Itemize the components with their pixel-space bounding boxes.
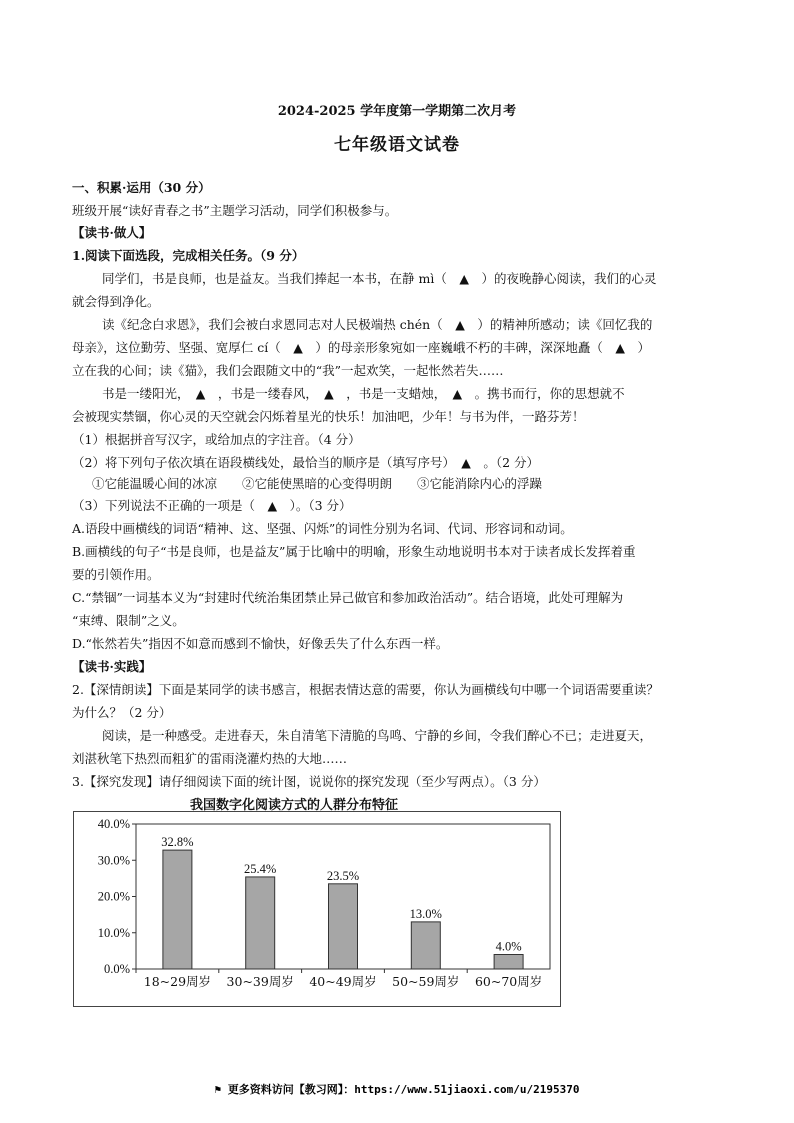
sentence-options: ①它能温暖心间的冰凉 ②它能使黑暗的心变得明朗 ③它能消除内心的浮躁 <box>92 476 543 491</box>
y-tick-label: 10.0% <box>97 925 130 940</box>
bar <box>163 850 192 969</box>
data-label: 25.4% <box>244 861 277 876</box>
exam-title: 2024-2025 学年度第一学期第二次月考 <box>277 104 517 119</box>
question-2-cont: 为什么？（2 分） <box>72 705 172 720</box>
passage-line: 读《纪念白求恩》，我们会被白求恩同志对人民极端热 chén（ ▲ ）的精神所感动；读《回忆我的 <box>102 317 653 332</box>
footer-link[interactable] <box>0 1081 794 1097</box>
reading-quote: 阅读，是一种感受。走进春天，朱自清笔下清脆的鸟鸣、宁静的乡间，令我们醉心不已；走进夏天， <box>102 728 653 743</box>
option-c-cont: “束缚、限制”之义。 <box>72 613 185 628</box>
subsection-heading-practice: 【读书·实践】 <box>72 659 152 674</box>
chart-title: 我国数字化阅读方式的人群分布特征 <box>190 798 399 813</box>
bar-chart <box>73 811 561 1007</box>
x-tick-label: 18~29周岁 <box>143 974 212 989</box>
bar <box>246 877 275 969</box>
option-d: D.“怅然若失”指因不如意而感到不愉快，好像丢失了什么东西一样。 <box>72 636 449 651</box>
flag-icon: ⚑ <box>214 1083 228 1096</box>
intro-text: 班级开展“读好青春之书”主题学习活动，同学们积极参与。 <box>72 203 398 218</box>
passage-line: 母亲》，这位勤劳、坚强、宽厚仁 cí（ ▲ ）的母亲形象宛如一座巍峨不朽的丰碑，深深地矗（ ▲ ） <box>72 340 650 355</box>
x-tick-label: 30~39周岁 <box>226 974 294 989</box>
paper-title: 七年级语文试卷 <box>334 135 460 155</box>
passage-line: 立在我的心间；读《猫》，我们会跟随文中的“我”一起欢笑，一起怅然若失…… <box>72 363 504 378</box>
x-tick-label: 60~70周岁 <box>474 974 543 989</box>
question-2: 2.【深情朗读】下面是某同学的读书感言，根据表情达意的需要，你认为画横线句中哪一个词语需要重读？ <box>72 682 659 697</box>
data-label: 23.5% <box>326 868 360 883</box>
y-tick-label: 0.0% <box>103 962 130 976</box>
sub-question-2: （2）将下列句子依次填在语段横线处，最恰当的顺序是（填写序号） ▲ 。（2 分） <box>72 455 539 470</box>
footer-text: 更多资料访问【教习网】：https://www.51jiaoxi.com/u/2195370 <box>227 1083 580 1096</box>
passage-line: 会被现实禁锢，你心灵的天空就会闪烁着星光的快乐！加油吧，少年！与书为伴，一路芬芳！ <box>72 409 585 424</box>
y-tick-label: 40.0% <box>97 817 130 831</box>
x-tick-label: 40~49周岁 <box>309 974 377 989</box>
reading-quote-cont: 刘湛秋笔下热烈而粗犷的雷雨浇灌灼热的大地…… <box>72 751 348 766</box>
bar <box>494 955 523 970</box>
sub-question-3: （3）下列说法不正确的一项是（ ▲ ）。（3 分） <box>72 498 352 513</box>
data-label: 4.0% <box>495 939 522 954</box>
question-1-heading: 1.阅读下面选段，完成相关任务。（9 分） <box>72 248 305 263</box>
bar <box>329 884 358 969</box>
option-a: A.语段中画横线的词语“精神、这、坚强、闪烁”的词性分别为名词、代词、形容词和动词。 <box>72 521 573 536</box>
y-tick-label: 30.0% <box>97 853 130 868</box>
subsection-heading-reading: 【读书·做人】 <box>72 225 152 240</box>
question-3: 3.【探究发现】请仔细阅读下面的统计图，说说你的探究发现（至少写两点）。（3 分） <box>72 774 546 789</box>
data-label: 13.0% <box>409 906 442 921</box>
passage-line: 同学们，书是良师，也是益友。当我们捧起一本书，在静 mì（ ▲ ）的夜晚静心阅读，我们的心灵 <box>102 271 657 286</box>
y-tick-label: 20.0% <box>97 889 130 904</box>
option-b-cont: 要的引领作用。 <box>72 567 160 582</box>
option-c: C.“禁锢”一词基本义为“封建时代统治集团禁止异己做官和参加政治活动”。结合语境，此处可理解为 <box>72 590 624 605</box>
passage-line: 书是一缕阳光， ▲ ，书是一缕春风， ▲ ，书是一支蜡烛， ▲ 。携书而行，你的思想就不 <box>102 386 625 401</box>
option-b: B.画横线的句子“书是良师，也是益友”属于比喻中的明喻，形象生动地说明书本对于读者成长发挥着重 <box>72 544 636 559</box>
x-tick-label: 50~59周岁 <box>392 974 460 989</box>
section-heading: 一、积累·运用（30 分） <box>72 180 211 195</box>
passage-line: 就会得到净化。 <box>72 294 160 309</box>
sub-question-1: （1）根据拼音写汉字，或给加点的字注音。（4 分） <box>72 432 361 447</box>
data-label: 32.8% <box>161 835 194 850</box>
bar <box>411 922 440 969</box>
